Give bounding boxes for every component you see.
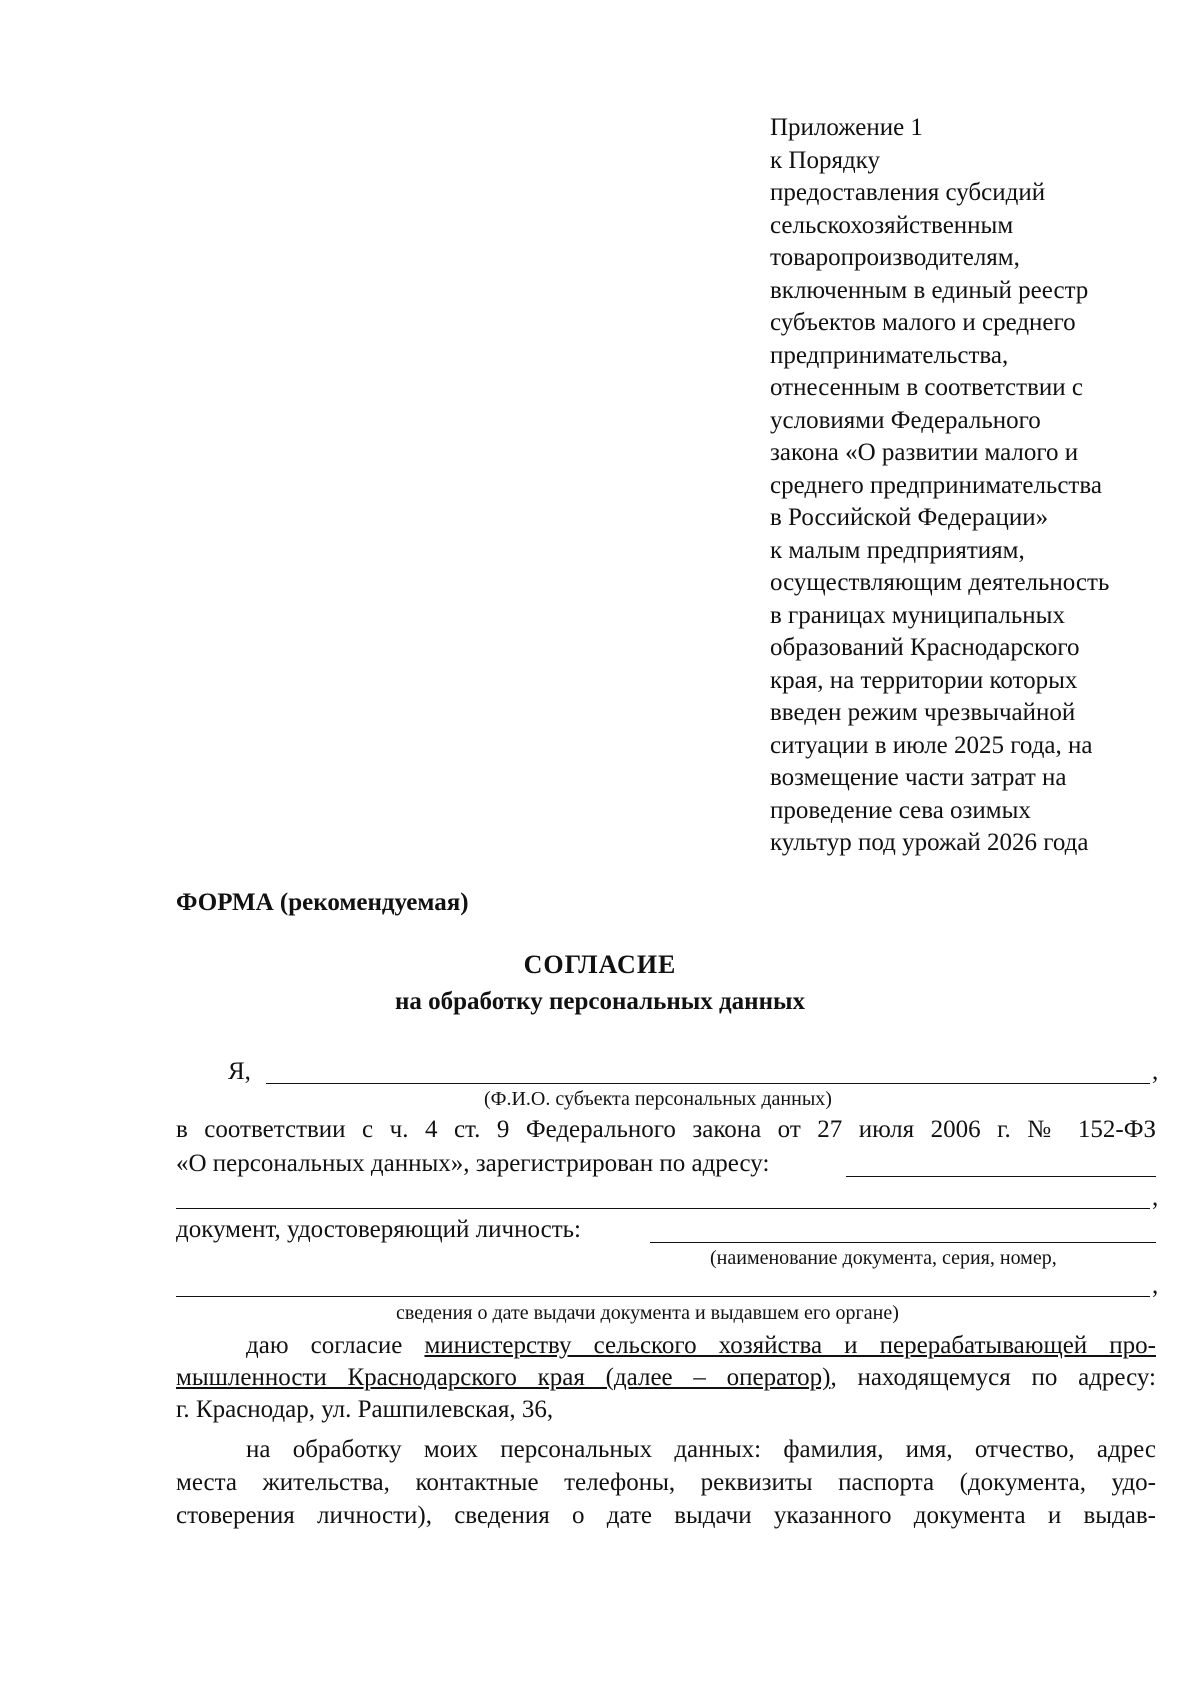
appendix-line: края, на территории которых — [770, 666, 1078, 694]
processing-line-1: на обработку моих персональных данных: фамилия, имя, отчество, адрес — [246, 1436, 1156, 1463]
operator-address: г. Краснодар, ул. Рашпилевская, 36, — [176, 1396, 554, 1423]
appendix-line: к Порядку — [770, 146, 880, 174]
consent-line-1 — [246, 1332, 1156, 1360]
document-subtitle: на обработку персональных данных — [395, 988, 805, 1015]
processing-line-3: стоверения личности), сведения о дате выдачи указанного документа и выдав- — [176, 1502, 1156, 1529]
id-doc-field-line[interactable] — [650, 1242, 1156, 1243]
appendix-line: Приложение 1 — [770, 114, 923, 141]
appendix-line: проведение сева озимых — [770, 796, 1031, 824]
appendix-line: сельскохозяйственным — [770, 211, 1014, 239]
appendix-line: отнесенным в соответствии с — [770, 374, 1083, 401]
processing-line-2: места жительства, контактные телефоны, реквизиты паспорта (документа, удо- — [176, 1469, 1156, 1496]
appendix-line: образований Краснодарского — [770, 634, 1080, 661]
appendix-line: условиями Федерального — [770, 406, 1041, 434]
appendix-line: предпринимательства, — [770, 341, 1009, 369]
appendix-line: к малым предприятиям, — [770, 536, 1025, 564]
fio-field-line[interactable] — [266, 1083, 1150, 1084]
appendix-line: ситуации в июле 2025 года, на — [770, 731, 1093, 759]
appendix-line: субъектов малого и среднего — [770, 309, 1076, 336]
appendix-line: закона «О развитии малого и — [770, 439, 1079, 466]
appendix-line: в Российской Федерации» — [770, 504, 1049, 531]
law-line: в соответствии с ч. 4 ст. 9 Федерального закона от 27 июля 2006 г. № 152-ФЗ — [176, 1116, 1156, 1143]
id-doc-label: документ, удостоверяющий личность: — [176, 1216, 581, 1243]
address-field-line-2[interactable] — [176, 1208, 1150, 1209]
consent-start: даю согласие — [246, 1332, 403, 1359]
appendix-line: возмещение части затрат на — [770, 764, 1067, 791]
operator-name-part2: мышленности Краснодарского края (далее – оператор) — [176, 1364, 831, 1391]
ya-label: Я, — [228, 1058, 251, 1085]
doc-hint-2: сведения о дате выдачи документа и выдавшем его органе) — [396, 1302, 899, 1324]
doc-hint-1: (наименование документа, серия, номер, — [710, 1247, 1057, 1269]
appendix-line: введен режим чрезвычайной — [770, 699, 1076, 726]
appendix-line: товаропроизводителям, — [770, 244, 1020, 271]
appendix-line: в границах муниципальных — [770, 601, 1065, 629]
appendix-block — [770, 112, 1170, 860]
appendix-line: культур под урожай 2026 года — [770, 829, 1089, 856]
address-field-line-1[interactable] — [846, 1176, 1156, 1177]
appendix-line: среднего предпринимательства — [770, 471, 1102, 499]
document-title: СОГЛАСИЕ — [523, 950, 677, 979]
doc-details-field-line[interactable] — [176, 1296, 1150, 1297]
located-at: , находящемуся по адресу: — [830, 1364, 1156, 1391]
appendix-line: предоставления субсидий — [770, 179, 1046, 206]
comma: , — [1152, 1184, 1159, 1211]
operator-name-part1: министерству сельского хозяйства и перерабатывающей про- — [424, 1332, 1156, 1359]
address-label: «О персональных данных», зарегистрирован по адресу: — [176, 1150, 770, 1177]
consent-line-2 — [176, 1364, 1156, 1392]
fio-hint: (Ф.И.О. субъекта персональных данных) — [484, 1088, 832, 1110]
appendix-line: осуществляющим деятельность — [770, 569, 1110, 596]
appendix-line: включенным в единый реестр — [770, 276, 1089, 304]
form-label: ФОРМА (рекомендуемая) — [176, 889, 469, 916]
comma: , — [1152, 1272, 1159, 1299]
comma: , — [1152, 1058, 1159, 1085]
